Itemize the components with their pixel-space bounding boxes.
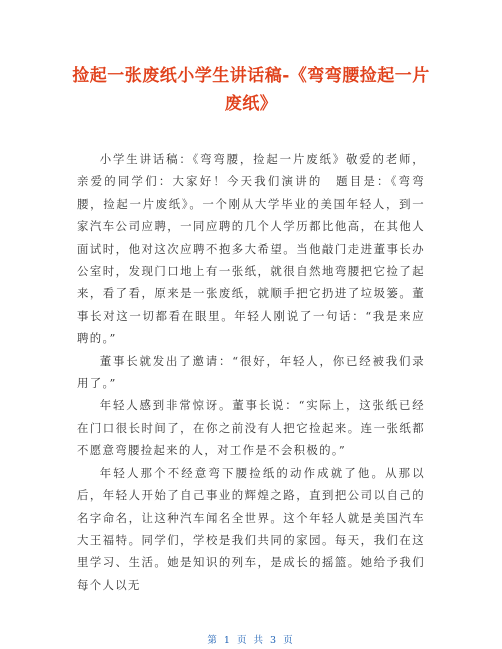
title-line-2: 废纸》 (224, 94, 278, 114)
title-line-1: 捡起一张废纸小学生讲话稿-《弯弯腰捡起一片 (72, 66, 430, 86)
paragraph: 年轻人那个不经意弯下腰捡纸的动作成就了他。从那以后，年轻人开始了自己事业的辉煌之路，直到把公司以自己的名字命名，让这种汽车闻名全世界。这个年轻人就是美国汽车大王福特。同学们，学校是我们共同的家园。每天，我们在这里学习、生活。她是知识的列车，是成长的摇篮。她给予我们每个人以无 (77, 465, 425, 592)
paragraph: 董事长就发出了邀请：“很好，年轻人，你已经被我们录用了。” (77, 353, 425, 391)
paragraph: 年轻人感到非常惊讶。董事长说：“实际上，这张纸已经在门口很长时间了，在你之前没有人把它捡起来。连一张纸都不愿意弯腰捡起来的人，对工作是不会积极的。” (77, 398, 425, 458)
document-title (40, 62, 462, 118)
paragraph: 小学生讲话稿：《弯弯腰，捡起一片废纸》敬爱的老师，亲爱的同学们：大家好！今天我们演讲的 题目是：《弯弯腰，捡起一片废纸》。一个刚从大学毕业的美国年轻人，到一家汽车公司应聘，一同应聘的几个人学历都比他高，在其他人面试时，他对这次应聘不抱多大希望。当他敲门走进董事长办公室时，发现门口地上有一张纸，就很自然地弯腰把它捡了起来，看了看，原来是一张废纸，就顺手把它扔进了垃圾篓。董事长对这一切都看在眼里。年轻人刚说了一句话：“我是来应聘的。” (77, 152, 425, 346)
page-number-footer: 第 1 页 共 3 页 (207, 635, 295, 646)
document-body (77, 148, 425, 596)
